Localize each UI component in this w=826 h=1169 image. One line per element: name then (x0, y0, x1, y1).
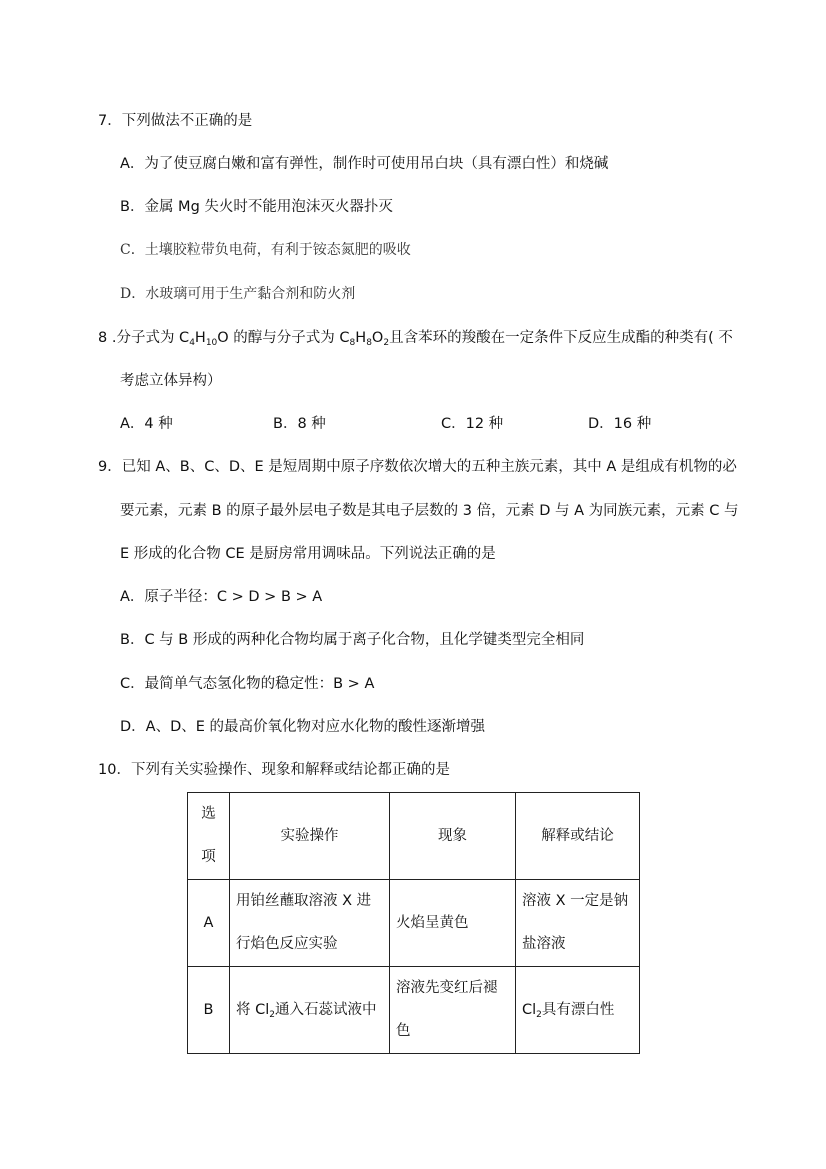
t: H (355, 330, 367, 346)
q8-stem-line2: 考虑立体异构） (120, 373, 222, 389)
header-conclusion: 解释或结论 (516, 793, 640, 880)
table-header-row (188, 793, 640, 880)
t: 8 .分子式为 C (98, 330, 190, 346)
t: 4 (189, 338, 195, 348)
cell-conclusion (516, 880, 640, 967)
q7-option-b: B．金属 Mg 失火时不能用泡沫灭火器扑灭 (120, 199, 393, 215)
cell-conclusion (516, 967, 640, 1054)
t: 2 (383, 338, 390, 348)
table-row (188, 880, 640, 967)
t: 具有漂白性 (541, 1001, 615, 1018)
cell-option: A (188, 880, 230, 967)
table-row (188, 967, 640, 1054)
t: 用铂丝蘸取溶液 X 进 (236, 893, 372, 909)
q9-stem-line3: E 形成的化合物 CE 是厨房常用调味品。下列说法正确的是 (120, 546, 496, 562)
cell-option: B (188, 967, 230, 1054)
t: 选 (201, 806, 216, 822)
q8-option-a: A．4 种 (120, 416, 173, 432)
q8-option-b: B．8 种 (273, 416, 326, 432)
t: 色 (396, 1023, 411, 1039)
q9-option-b: B．C 与 B 形成的两种化合物均属于离子化合物，且化学键类型完全相同 (120, 632, 585, 648)
t: 溶液 X 一定是钠 (522, 893, 629, 909)
q9-option-c: C．最简单气态氢化物的稳定性：B > A (120, 676, 375, 692)
cell-operation (230, 880, 390, 967)
t: 2 (536, 1009, 542, 1020)
t: 溶液先变红后褪 (396, 980, 498, 996)
t: 8 (349, 338, 356, 348)
t: O (371, 330, 384, 346)
t: Cl (522, 1001, 537, 1018)
t: 10 (205, 338, 218, 348)
q7-option-d: D．水玻璃可用于生产黏合剂和防火剂 (120, 286, 356, 302)
t: 将 Cl (236, 1001, 270, 1018)
header-option (188, 793, 230, 880)
t: 8 (366, 338, 372, 348)
cell-operation (230, 967, 390, 1054)
t: 通入石蕊试液中 (275, 1001, 377, 1018)
cell-phenomenon: 火焰呈黄色 (390, 880, 516, 967)
header-phenomenon: 现象 (390, 793, 516, 880)
header-operation: 实验操作 (230, 793, 390, 880)
q7-option-a: A．为了使豆腐白嫩和富有弹性，制作时可使用吊白块（具有漂白性）和烧碱 (120, 156, 609, 172)
t: 行焰色反应实验 (236, 936, 338, 952)
q9-stem-line2: 要元素，元素 B 的原子最外层电子数是其电子层数的 3 倍，元素 D 与 A 为同族元素，元素 C 与 (120, 503, 739, 519)
q9-stem-line1: 9．已知 A、B、C、D、E 是短周期中原子序数依次增大的五种主族元素，其中 A 是组成有机物的必 (98, 459, 737, 475)
t: 2 (269, 1009, 275, 1020)
q9-option-a: A．原子半径：C > D > B > A (120, 589, 323, 605)
t: O 的醇与分子式为 C (217, 330, 350, 346)
q8-option-d: D．16 种 (588, 416, 652, 432)
q8-stem (98, 328, 733, 348)
t: H (194, 330, 206, 346)
q9-option-d: D．A、D、E 的最高价氧化物对应水化物的酸性逐渐增强 (120, 719, 486, 735)
cell-phenomenon (390, 967, 516, 1054)
q8-option-c: C．12 种 (441, 416, 504, 432)
q10-table (187, 792, 640, 1054)
t: 项 (201, 849, 216, 865)
t: 且含苯环的羧酸在一定条件下反应生成酯的种类有( 不 (389, 330, 733, 346)
q7-option-c: C．土壤胶粒带负电荷，有利于铵态氮肥的吸收 (120, 242, 411, 258)
q10-stem: 10．下列有关实验操作、现象和解释或结论都正确的是 (98, 762, 450, 778)
t: 盐溶液 (522, 936, 566, 952)
q7-stem: 7．下列做法不正确的是 (98, 113, 253, 129)
